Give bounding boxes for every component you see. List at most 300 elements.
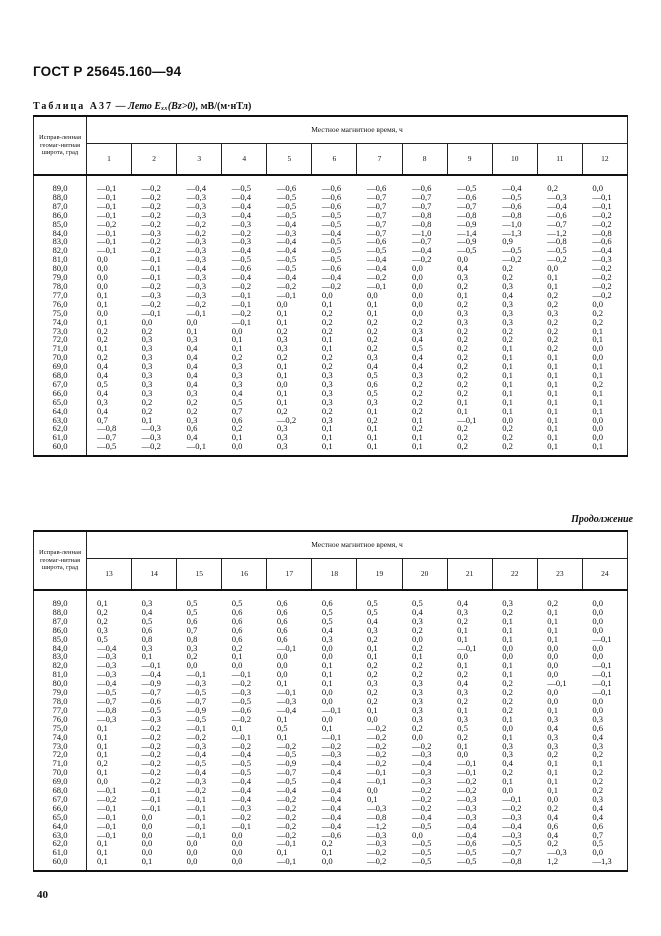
value-cell: 0,0: [141, 847, 153, 858]
value-cell: —0,4: [321, 272, 342, 283]
value-cell: 0,3: [502, 598, 513, 608]
value-cell: —0,1: [231, 289, 252, 300]
value-cell: 0,1: [582, 362, 627, 371]
value-cell: —0,2: [141, 731, 161, 742]
value-cell: 0,0: [366, 289, 378, 300]
value-cell: —0,2: [582, 220, 627, 229]
latitude-cell: 69,0: [34, 777, 87, 786]
value-cell: 0,3: [502, 307, 513, 318]
value-cell: 0,1: [547, 776, 559, 787]
value-cell: —0,3: [231, 236, 252, 247]
value-cell: 0,6: [276, 633, 288, 644]
value-cell: 0,0: [141, 811, 153, 822]
value-cell: —0,2: [547, 254, 567, 265]
value-cell: —0,2: [141, 767, 161, 778]
value-cell: 0,1: [502, 396, 513, 407]
value-cell: —0,1: [276, 289, 297, 300]
value-cell: —0,5: [321, 236, 342, 247]
value-cell: —0,3: [457, 802, 477, 813]
value-cell: —0,6: [412, 183, 432, 193]
value-cell: 0,2: [321, 405, 333, 416]
value-cell: 0,3: [412, 695, 423, 706]
latitude-cell: 63,0: [34, 416, 87, 425]
value-cell: —0,5: [186, 687, 206, 698]
value-cell: —0,2: [141, 236, 161, 247]
value-cell: —0,2: [457, 776, 477, 787]
latitude-cell: 67,0: [34, 380, 87, 389]
value-cell: 0,2: [186, 405, 198, 416]
value-cell: 0,1: [582, 335, 627, 344]
latitude-cell: 70,0: [34, 353, 87, 362]
value-cell: 0,1: [231, 432, 243, 443]
latitude-cell: 73,0: [34, 327, 87, 336]
value-cell: —1,4: [457, 227, 477, 238]
value-cell: 0,1: [366, 423, 378, 434]
value-cell: —0,1: [97, 785, 117, 796]
value-cell: 0,1: [547, 280, 559, 291]
value-cell: 0,0: [186, 660, 198, 671]
value-cell: —0,2: [141, 740, 161, 751]
value-cell: —0,2: [582, 273, 627, 282]
value-cell: 0,2: [502, 272, 513, 283]
value-cell: 0,3: [412, 713, 423, 724]
latitude-cell: 69,0: [34, 362, 87, 371]
value-cell: 0,5: [366, 606, 378, 617]
value-cell: 0,1: [582, 371, 627, 380]
value-cell: 0,1: [366, 704, 378, 715]
value-cell: —0,5: [231, 695, 252, 706]
latitude-cell: 75,0: [34, 724, 87, 733]
value-cell: —0,1: [366, 776, 387, 787]
value-cell: 0,6: [231, 615, 243, 626]
value-cell: —0,7: [412, 191, 432, 202]
value-cell: 0,3: [186, 334, 198, 345]
value-cell: 0,1: [547, 405, 559, 416]
value-cell: —0,8: [97, 423, 117, 434]
latitude-cell: 78,0: [34, 697, 87, 706]
value-cell: 0,1: [412, 414, 423, 425]
value-cell: 0,5: [186, 598, 198, 608]
value-cell: —0,5: [502, 838, 522, 849]
value-cell: —0,4: [321, 793, 342, 804]
value-cell: 0,1: [412, 432, 423, 443]
value-cell: 0,5: [276, 722, 288, 733]
value-cell: 0,6: [547, 820, 559, 831]
value-cell: —0,1: [582, 661, 627, 670]
value-cell: 0,3: [582, 715, 627, 724]
latitude-cell: 79,0: [34, 273, 87, 282]
value-cell: 0,3: [97, 624, 108, 635]
value-cell: —0,3: [141, 227, 161, 238]
value-cell: 0,0: [502, 651, 513, 662]
value-cell: —0,3: [186, 209, 206, 220]
value-cell: —0,2: [186, 227, 206, 238]
value-cell: 0,2: [321, 838, 333, 849]
value-cell: 0,3: [321, 387, 333, 398]
value-cell: 0,4: [582, 804, 627, 813]
value-cell: —0,1: [141, 254, 161, 265]
latitude-cell: 75,0: [34, 309, 87, 318]
value-cell: —0,6: [366, 183, 387, 193]
value-cell: —0,2: [276, 740, 297, 751]
table-row: [34, 175, 628, 193]
value-cell: —0,3: [186, 776, 206, 787]
value-cell: 0,2: [502, 263, 513, 274]
value-cell: —1,3: [502, 227, 522, 238]
value-cell: 0,0: [231, 838, 243, 849]
value-cell: 0,4: [97, 387, 108, 398]
value-cell: 0,4: [457, 678, 468, 689]
value-cell: 0,1: [582, 407, 627, 416]
value-cell: 0,2: [97, 758, 108, 769]
value-cell: 0,0: [457, 651, 468, 662]
value-cell: 0,0: [457, 254, 468, 265]
value-cell: 0,6: [276, 598, 288, 608]
value-cell: —0,4: [412, 245, 432, 256]
value-cell: —0,7: [366, 200, 387, 211]
value-cell: —0,1: [321, 731, 342, 742]
value-cell: 0,1: [366, 651, 378, 662]
latitude-cell: 82,0: [34, 246, 87, 255]
value-cell: 0,0: [276, 669, 288, 680]
value-cell: 0,6: [321, 598, 333, 608]
value-cell: 0,8: [141, 633, 153, 644]
value-cell: 0,3: [186, 387, 198, 398]
value-cell: —0,4: [321, 811, 342, 822]
value-cell: 0,1: [321, 678, 333, 689]
value-cell: 0,1: [457, 660, 468, 671]
value-cell: 0,0: [97, 272, 108, 283]
value-cell: —0,1: [141, 660, 161, 671]
value-cell: 0,1: [502, 352, 513, 363]
value-cell: 0,2: [492, 442, 537, 456]
value-cell: 0,0: [186, 847, 198, 858]
latitude-cell: 66,0: [34, 389, 87, 398]
latitude-cell: 60,0: [34, 442, 87, 456]
value-cell: 0,2: [547, 289, 559, 300]
value-cell: 0,1: [457, 396, 468, 407]
value-cell: —0,2: [231, 713, 252, 724]
value-cell: —0,3: [276, 227, 297, 238]
value-cell: 0,0: [186, 316, 198, 327]
value-cell: 0,6: [366, 378, 378, 389]
value-cell: 0,2: [412, 405, 423, 416]
value-cell: —0,1: [276, 838, 297, 849]
latitude-cell: 77,0: [34, 291, 87, 300]
value-cell: 0,1: [502, 776, 513, 787]
value-cell: —0,5: [276, 749, 297, 760]
hour-header: 5: [267, 144, 312, 176]
value-cell: 0,1: [457, 633, 468, 644]
value-cell: —0,2: [582, 211, 627, 220]
latitude-cell: 83,0: [34, 237, 87, 246]
value-cell: —0,2: [141, 183, 161, 193]
value-cell: —0,1: [231, 669, 252, 680]
latitude-cell: 61,0: [34, 433, 87, 442]
value-cell: 0,3: [321, 396, 333, 407]
value-cell: 0,2: [412, 642, 423, 653]
hour-header: 10: [492, 144, 537, 176]
value-cell: 0,2: [457, 280, 468, 291]
value-cell: 0,2: [502, 606, 513, 617]
value-cell: 0,3: [141, 387, 153, 398]
value-cell: —0,2: [141, 191, 161, 202]
value-cell: 0,0: [321, 289, 333, 300]
value-cell: 0,3: [141, 598, 153, 608]
value-cell: 0,8: [186, 633, 198, 644]
value-cell: —0,2: [231, 740, 252, 751]
value-cell: —0,3: [186, 740, 206, 751]
value-cell: —0,2: [276, 820, 297, 831]
value-cell: 0,2: [412, 387, 423, 398]
value-cell: 0,3: [276, 432, 288, 443]
value-cell: —0,7: [366, 218, 387, 229]
value-cell: —0,4: [276, 218, 297, 229]
value-cell: 0,3: [97, 396, 108, 407]
value-cell: 0,1: [547, 606, 559, 617]
value-cell: —0,8: [366, 811, 387, 822]
value-cell: 0,4: [321, 624, 333, 635]
value-cell: —0,6: [231, 704, 252, 715]
value-cell: 0,2: [502, 678, 513, 689]
value-cell: —0,1: [547, 678, 567, 689]
value-cell: —0,4: [457, 829, 477, 840]
value-cell: 0,5: [231, 396, 243, 407]
value-cell: —0,1: [177, 442, 222, 456]
value-cell: —0,5: [321, 218, 342, 229]
value-cell: 0,3: [366, 396, 378, 407]
value-cell: 0,1: [97, 722, 108, 733]
value-cell: —0,8: [502, 209, 522, 220]
value-cell: 0,1: [321, 669, 333, 680]
value-cell: 0,2: [457, 298, 468, 309]
value-cell: 0,5: [231, 598, 243, 608]
value-cell: —0,2: [366, 272, 387, 283]
value-cell: —0,2: [357, 857, 402, 871]
value-cell: 0,1: [276, 396, 288, 407]
table-body: [34, 590, 628, 871]
value-cell: 0,2: [366, 669, 378, 680]
value-cell: 0,4: [366, 361, 378, 372]
value-cell: 0,2: [502, 767, 513, 778]
value-cell: 0,1: [132, 857, 177, 871]
value-cell: —1,0: [412, 227, 432, 238]
latitude-cell: 89,0: [34, 175, 87, 193]
value-cell: 0,3: [231, 361, 243, 372]
latitude-cell: 70,0: [34, 768, 87, 777]
value-cell: 0,3: [582, 795, 627, 804]
value-cell: 0,0: [582, 626, 627, 635]
value-cell: 0,0: [321, 687, 333, 698]
value-cell: 0,0: [222, 857, 267, 871]
value-cell: 0,1: [547, 378, 559, 389]
value-cell: 0,2: [582, 768, 627, 777]
value-cell: 0,0: [186, 838, 198, 849]
value-cell: 0,9: [502, 236, 513, 247]
value-cell: 0,3: [141, 334, 153, 345]
value-cell: 0,6: [276, 606, 288, 617]
value-cell: 0,1: [412, 651, 423, 662]
value-cell: 0,2: [547, 343, 559, 354]
value-cell: 0,1: [366, 793, 378, 804]
value-cell: —0,1: [231, 298, 252, 309]
value-cell: —0,1: [141, 802, 161, 813]
value-cell: 0,1: [276, 370, 288, 381]
value-cell: —0,4: [582, 246, 627, 255]
value-cell: —0,4: [412, 758, 432, 769]
value-cell: 0,7: [97, 414, 108, 425]
value-cell: —0,2: [141, 749, 161, 760]
value-cell: 0,0: [547, 687, 559, 698]
value-cell: 0,0: [412, 731, 423, 742]
hour-header: 23: [537, 559, 582, 591]
value-cell: 0,4: [186, 361, 198, 372]
value-cell: —0,4: [412, 811, 432, 822]
value-cell: 0,0: [222, 442, 267, 456]
value-cell: —0,1: [457, 758, 477, 769]
caption-units: мВ/(м·нТл): [200, 101, 252, 112]
value-cell: 0,1: [141, 651, 153, 662]
value-cell: 0,3: [321, 378, 333, 389]
value-cell: 0,1: [87, 857, 132, 871]
value-cell: 0,0: [321, 651, 333, 662]
value-cell: —0,7: [366, 191, 387, 202]
value-cell: —0,5: [412, 820, 432, 831]
value-cell: —0,8: [97, 704, 117, 715]
value-cell: 0,2: [276, 352, 288, 363]
hour-header: 16: [222, 559, 267, 591]
value-cell: 0,0: [582, 590, 627, 608]
value-cell: —0,4: [547, 200, 567, 211]
value-cell: —0,1: [141, 272, 161, 283]
value-cell: 0,1: [457, 289, 468, 300]
value-cell: —0,3: [97, 660, 117, 671]
caption-quantity: Eₓₓ(Bz>0),: [151, 101, 201, 112]
value-cell: 0,2: [447, 442, 492, 456]
value-cell: 0,2: [231, 642, 243, 653]
value-cell: 0,2: [457, 325, 468, 336]
value-cell: 0,2: [457, 695, 468, 706]
value-cell: 0,4: [141, 606, 153, 617]
latitude-cell: 86,0: [34, 211, 87, 220]
value-cell: 0,2: [582, 318, 627, 327]
table-number: Таблица А37: [33, 101, 114, 112]
value-cell: —0,1: [582, 679, 627, 688]
value-cell: 0,2: [412, 316, 423, 327]
value-cell: 0,6: [582, 724, 627, 733]
table-caption: [33, 101, 251, 112]
value-cell: —0,3: [186, 280, 206, 291]
value-cell: 0,7: [186, 624, 198, 635]
value-cell: 0,1: [502, 343, 513, 354]
value-cell: 0,2: [547, 802, 559, 813]
value-cell: —0,2: [141, 776, 161, 787]
value-cell: —0,4: [321, 758, 342, 769]
value-cell: 0,0: [177, 857, 222, 871]
value-cell: 0,1: [547, 615, 559, 626]
value-cell: 0,0: [366, 713, 378, 724]
value-cell: 0,2: [97, 334, 108, 345]
value-cell: 0,1: [97, 838, 108, 849]
value-cell: 0,1: [366, 307, 378, 318]
value-cell: 0,4: [366, 615, 378, 626]
value-cell: 0,2: [457, 361, 468, 372]
value-cell: —0,5: [412, 838, 432, 849]
value-cell: 0,3: [502, 280, 513, 291]
value-cell: 0,6: [231, 414, 243, 425]
value-cell: —0,5: [366, 245, 387, 256]
value-cell: —0,4: [457, 820, 477, 831]
value-cell: —0,2: [132, 442, 177, 456]
value-cell: 0,4: [186, 370, 198, 381]
value-cell: 0,0: [231, 660, 243, 671]
value-cell: 0,2: [502, 432, 513, 443]
latitude-cell: 88,0: [34, 608, 87, 617]
value-cell: 0,2: [457, 731, 468, 742]
value-cell: 0,1: [312, 442, 357, 456]
value-cell: —1,2: [366, 820, 387, 831]
value-cell: —0,4: [231, 793, 252, 804]
value-cell: 0,1: [547, 767, 559, 778]
value-cell: 0,1: [231, 722, 243, 733]
value-cell: —0,1: [582, 193, 627, 202]
value-cell: 0,0: [321, 695, 333, 706]
latitude-cell: 76,0: [34, 715, 87, 724]
value-cell: 0,5: [582, 839, 627, 848]
value-cell: 0,2: [502, 687, 513, 698]
value-cell: 0,4: [547, 722, 559, 733]
value-cell: 0,2: [502, 325, 513, 336]
value-cell: —0,1: [186, 820, 206, 831]
value-cell: —0,4: [321, 785, 342, 796]
hour-header: 17: [267, 559, 312, 591]
value-cell: —0,2: [186, 218, 206, 229]
hour-header: 20: [402, 559, 447, 591]
value-cell: —0,4: [97, 642, 117, 653]
hour-header: 2: [132, 144, 177, 176]
value-cell: —0,2: [276, 280, 297, 291]
value-cell: —0,1: [276, 687, 297, 698]
hour-header: 19: [357, 559, 402, 591]
value-cell: —0,1: [321, 704, 342, 715]
value-cell: —0,6: [321, 183, 342, 193]
value-cell: —0,1: [97, 236, 117, 247]
value-cell: —0,4: [231, 785, 252, 796]
value-cell: 0,2: [97, 352, 108, 363]
value-cell: 0,2: [412, 722, 423, 733]
value-cell: —0,3: [141, 713, 161, 724]
hour-header: 9: [447, 144, 492, 176]
value-cell: 0,2: [412, 378, 423, 389]
value-cell: 0,2: [321, 325, 333, 336]
value-cell: 0,1: [547, 387, 559, 398]
value-cell: —0,4: [276, 245, 297, 256]
value-cell: 0,1: [321, 432, 333, 443]
value-cell: 0,0: [312, 857, 357, 871]
latitude-cell: 65,0: [34, 813, 87, 822]
value-cell: 0,1: [502, 387, 513, 398]
value-cell: —0,2: [231, 227, 252, 238]
value-cell: 0,3: [231, 370, 243, 381]
latitude-cell: 83,0: [34, 652, 87, 661]
value-cell: 0,3: [412, 687, 423, 698]
value-cell: 0,1: [357, 442, 402, 456]
value-cell: —0,5: [276, 776, 297, 787]
value-cell: 0,7: [231, 405, 243, 416]
value-cell: —0,4: [231, 245, 252, 256]
value-cell: —0,1: [457, 642, 477, 653]
latitude-cell: 87,0: [34, 202, 87, 211]
